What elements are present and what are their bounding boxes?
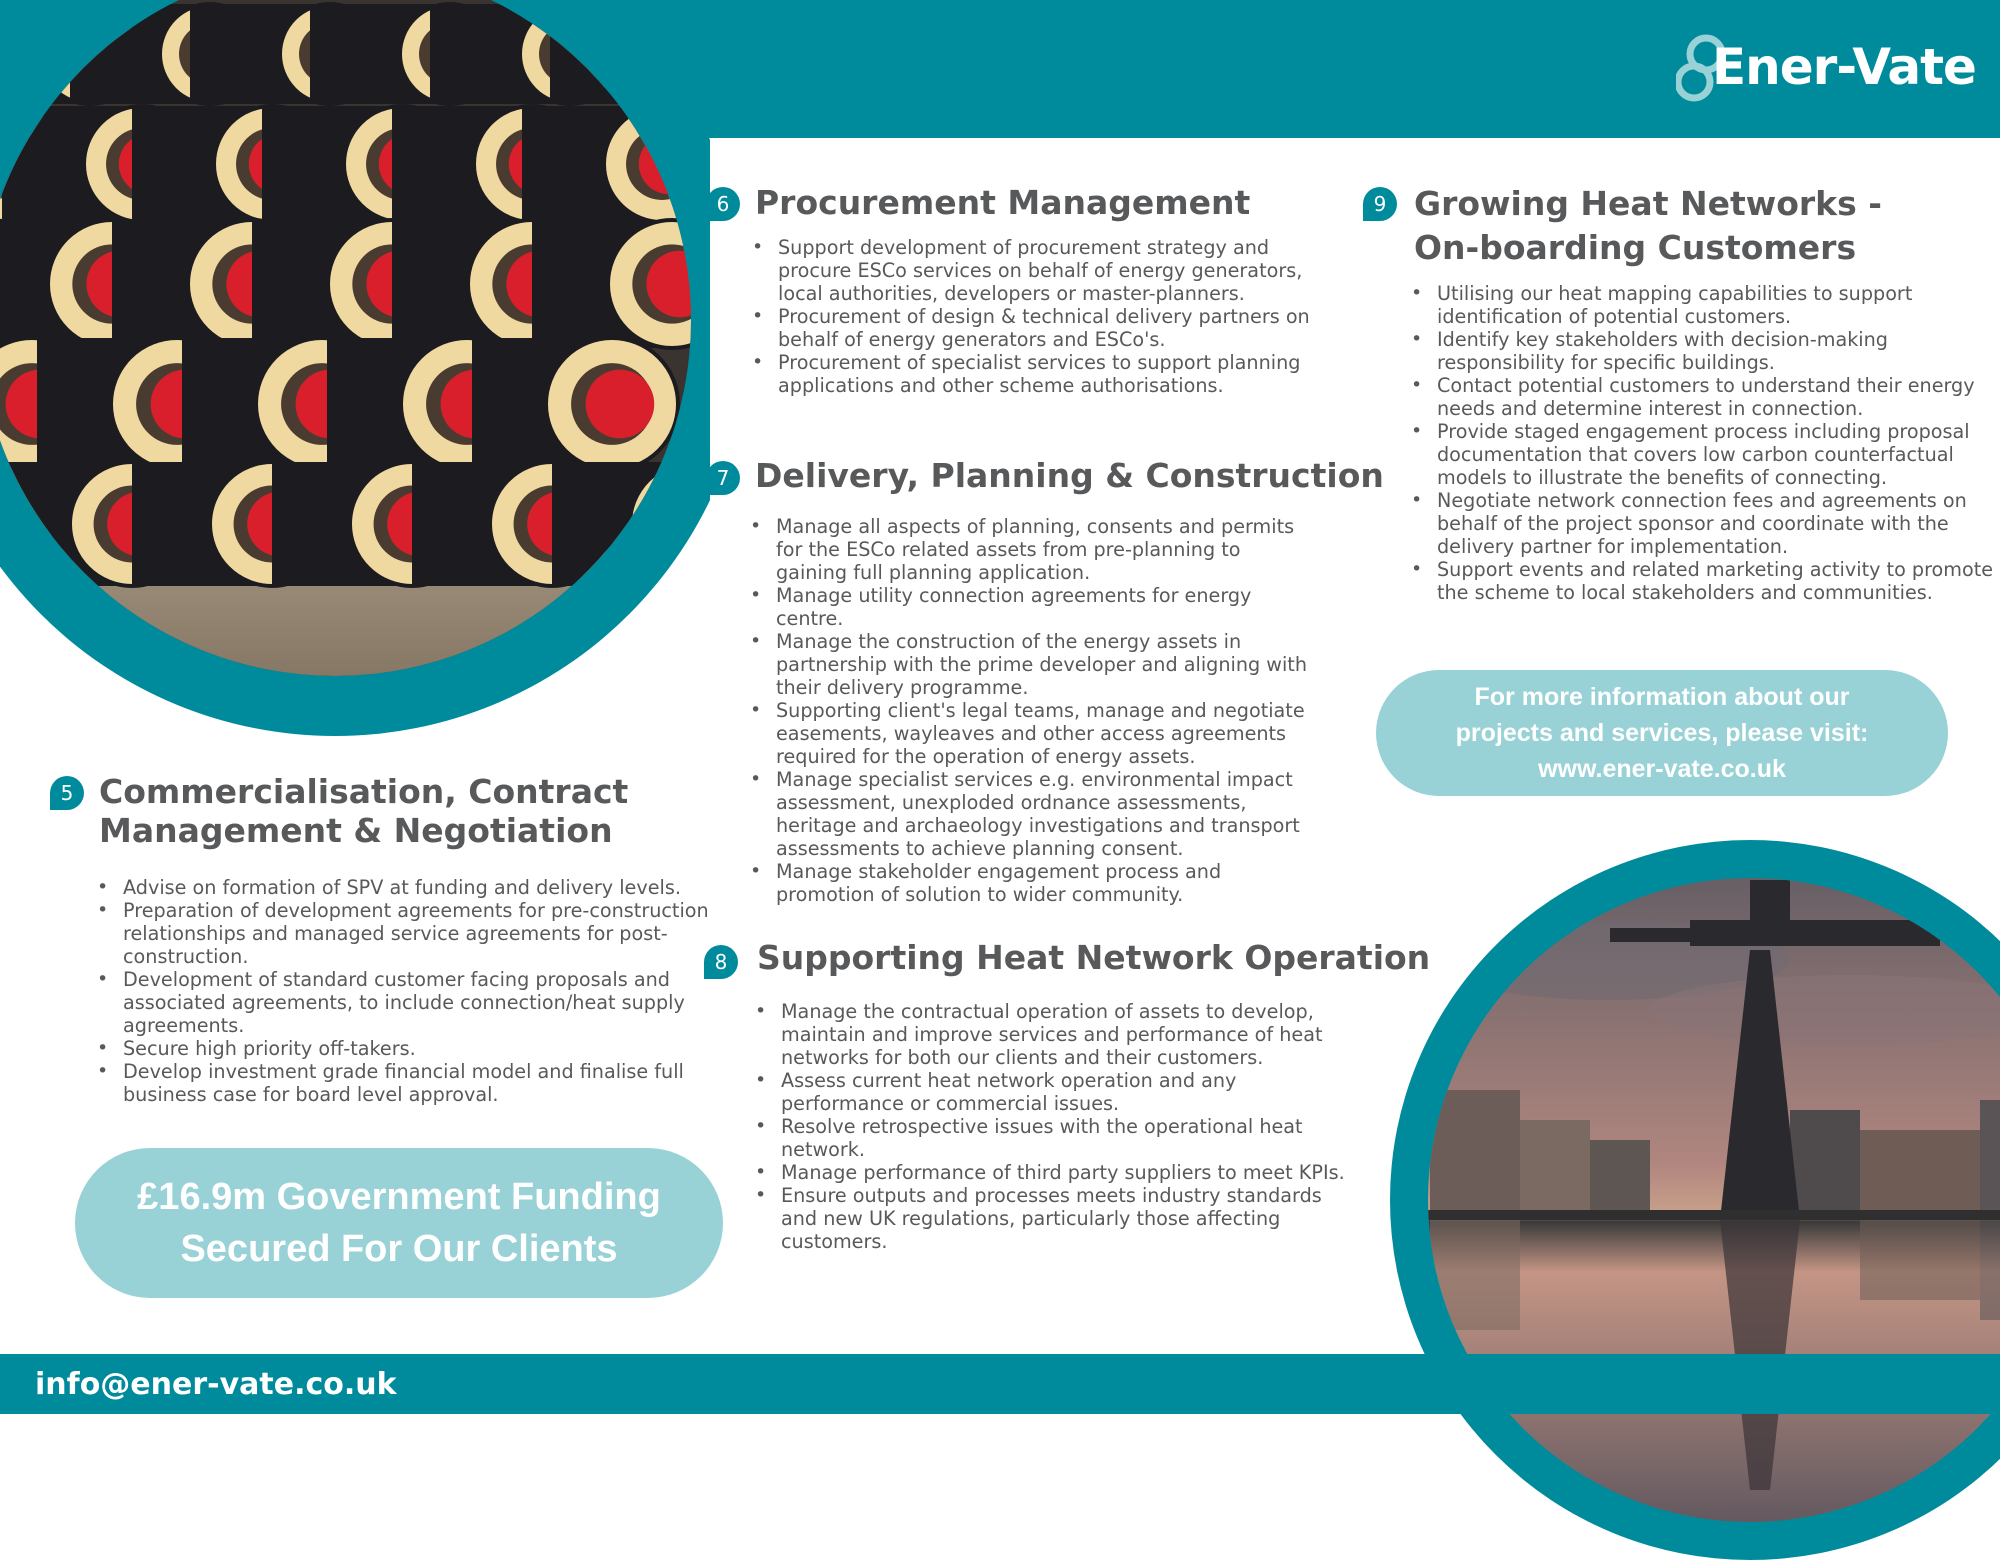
section-6-list [750,236,1338,397]
section-7-title: Delivery, Planning & Construction [755,456,1384,495]
pipes-photo [0,0,710,736]
list-item: • Support events and related marketing activity to promote the scheme to local stakeholders and communities. [1437,558,1997,604]
section-7-list [748,515,1316,906]
list-item: • Secure high priority off-takers. [123,1037,733,1060]
section-9-title: Growing Heat Networks - On-boarding Customers [1414,184,1882,267]
list-item: • Manage utility connection agreements for energy centre. [776,584,1316,630]
list-item: • Preparation of development agreements for pre-construction relationships and managed service agreements for post-construction. [123,899,733,968]
section-8-title: Supporting Heat Network Operation [757,938,1431,977]
info-callout: For more information about our projects and services, please visit: www.ener-vate.co.uk [1376,670,1948,796]
list-item: • Manage stakeholder engagement process and promotion of solution to wider community. [776,860,1316,906]
section-9-badge: 9 [1363,187,1397,221]
list-item: • Manage all aspects of planning, consents and permits for the ESCo related assets from pre-planning to gaining full planning application. [776,515,1316,584]
list-item: • Manage specialist services e.g. environmental impact assessment, unexploded ordnance assessments, heritage and archaeology investigations and transport assessments to achieve planning consent. [776,768,1316,860]
list-item: • Assess current heat network operation and any performance or commercial issues. [781,1069,1351,1115]
section-5-title: Commercialisation, Contract Management & Negotiation [99,772,629,850]
funding-callout: £16.9m Government Funding Secured For Our Clients [75,1148,723,1298]
crane-photo [1390,840,2000,1560]
list-item: • Manage the construction of the energy assets in partnership with the prime developer and aligning with their delivery programme. [776,630,1316,699]
list-item: • Procurement of design & technical delivery partners on behalf of energy generators and ESCo's. [778,305,1338,351]
section-5-list [95,876,733,1106]
list-item: • Procurement of specialist services to support planning applications and other scheme authorisations. [778,351,1338,397]
contact-email-link[interactable]: info@ener-vate.co.uk [35,1367,397,1402]
list-item: • Advise on formation of SPV at funding and delivery levels. [123,876,733,899]
list-item: • Resolve retrospective issues with the operational heat network. [781,1115,1351,1161]
list-item: • Provide staged engagement process including proposal documentation that covers low carbon counterfactual models to illustrate the benefits of connecting. [1437,420,1997,489]
section-8-list [753,1000,1351,1253]
section-9-list [1409,282,1997,604]
section-5-badge: 5 [50,776,84,810]
section-8-badge: 8 [704,945,738,979]
list-item: • Contact potential customers to understand their energy needs and determine interest in connection. [1437,374,1997,420]
website-link[interactable]: www.ener-vate.co.uk [1538,755,1786,783]
ener-vate-logo [1676,30,1976,110]
list-item: • Ensure outputs and processes meets industry standards and new UK regulations, particularly those affecting customers. [781,1184,1351,1253]
list-item: • Manage performance of third party suppliers to meet KPIs. [781,1161,1351,1184]
section-6-title: Procurement Management [755,183,1251,222]
list-item: • Manage the contractual operation of assets to develop, maintain and improve services and performance of heat networks for both our clients and their customers. [781,1000,1351,1069]
list-item: • Identify key stakeholders with decision-making responsibility for specific buildings. [1437,328,1997,374]
section-7-badge: 7 [706,461,740,495]
list-item: • Support development of procurement strategy and procure ESCo services on behalf of energy generators, local authorities, developers or master-planners. [778,236,1338,305]
logo-text: Ener-Vate [1712,38,1976,96]
list-item: • Utilising our heat mapping capabilities to support identification of potential customers. [1437,282,1997,328]
list-item: • Develop investment grade financial model and finalise full business case for board level approval. [123,1060,733,1106]
list-item: • Negotiate network connection fees and agreements on behalf of the project sponsor and coordinate with the delivery partner for implementation. [1437,489,1997,558]
list-item: • Supporting client's legal teams, manage and negotiate easements, wayleaves and other access agreements required for the operation of energy assets. [776,699,1316,768]
section-6-badge: 6 [706,187,740,221]
list-item: • Development of standard customer facing proposals and associated agreements, to include connection/heat supply agreements. [123,968,733,1037]
